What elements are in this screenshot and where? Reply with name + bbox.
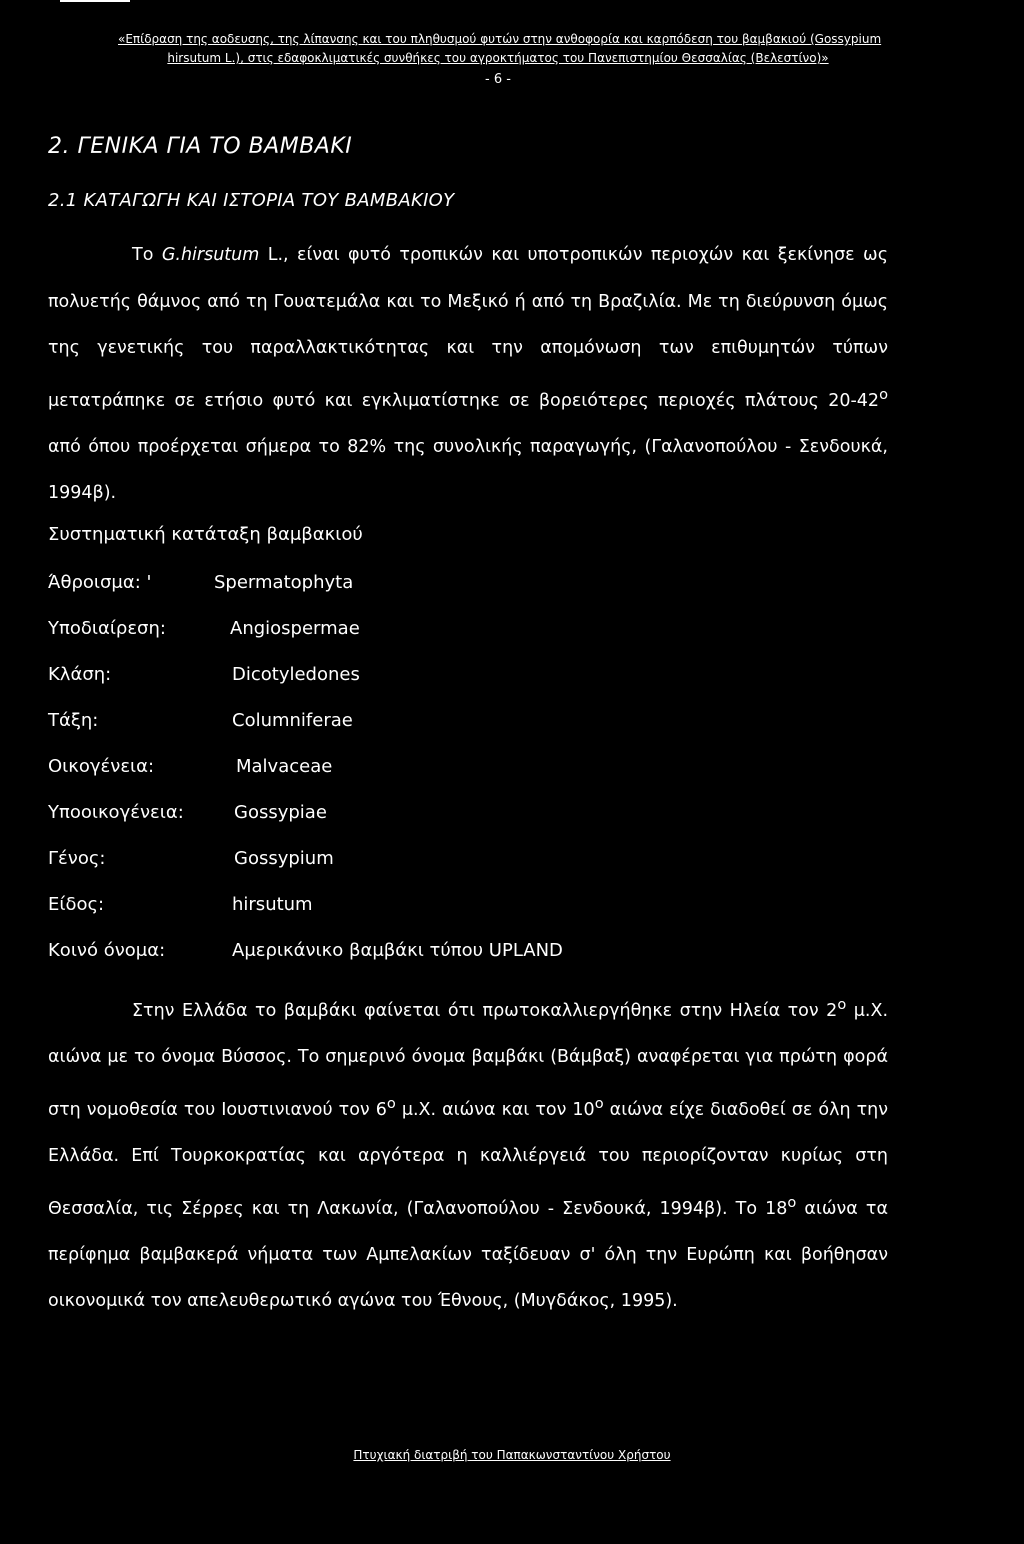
taxonomy-key: Κλάση: xyxy=(48,664,112,685)
taxonomy-value: Malvaceae xyxy=(236,756,333,777)
paragraph-text: μ.Χ. αιώνα με το όνομα Βύσσος. Το σημερινό όνομα βαμβάκι (Βάμβαξ) αναφέρεται για πρώτη φορά στη νομοθεσία του Ιουστινιανού τον 6 xyxy=(48,1000,889,1120)
taxonomy-value: Angiospermae xyxy=(230,618,360,639)
header-line-2: hirsutum L.), στις εδαφοκλιματικές συνθήκες του αγροκτήματος του Πανεπιστημίου Θεσσαλίας (Βελεστίνο)» xyxy=(167,51,829,65)
superscript: ο xyxy=(787,1193,797,1211)
taxonomy-key: Άθροισμα: ' xyxy=(48,572,152,593)
taxonomy-key: Είδος: xyxy=(48,894,105,915)
taxonomy-key: Οικογένεια: xyxy=(48,756,155,777)
taxonomy-value: Dicotyledones xyxy=(232,664,360,685)
superscript: ο xyxy=(594,1094,604,1112)
paragraph-text: L., είναι φυτό τροπικών και υποτροπικών περιοχών και ξεκίνησε ως πολυετής θάμνος από τη Γουατεμάλα και το Μεξικό ή από τη Βραζιλία. Με τη διεύρυνση όμως της γενετικής του παραλλακτικότητας και την απομόνωση των επιθυμητών τύπων μετατράπηκε σε ετήσιο φυτό και εγκλιματίστηκε σε βορειότερες περιοχές πλάτους 20-42 xyxy=(48,245,888,411)
page-number: - 6 - xyxy=(485,72,511,87)
taxonomy-key: Υποοικογένεια: xyxy=(48,802,184,823)
running-header xyxy=(118,30,882,89)
paragraph-text: Το xyxy=(132,245,162,265)
paragraph-text: από όπου προέρχεται σήμερα το 82% της συνολικής παραγωγής, (Γαλανοπούλου - Σενδουκά, 1994β). xyxy=(48,436,888,504)
paragraph-text: Στην Ελλάδα το βαμβάκι φαίνεται ότι πρωτοκαλλιεργήθηκε στην Ηλεία τον 2 xyxy=(132,1000,838,1021)
taxonomy-key: Τάξη: xyxy=(48,710,99,731)
subsection-title: 2.1 ΚΑΤΑΓΩΓΗ ΚΑΙ ΙΣΤΟΡΙΑ ΤΟΥ ΒΑΜΒΑΚΙΟΥ xyxy=(48,190,455,211)
superscript: ο xyxy=(837,996,847,1013)
header-line-1: «Επίδραση της αοδευσης, της λίπανσης και του πληθυσμού φυτών στην ανθοφορία και καρπόδεση του βαμβακιού (Gossypium xyxy=(118,32,882,46)
degree-superscript: ο xyxy=(879,385,888,403)
taxonomy-key: Κοινό όνομα: xyxy=(48,940,166,961)
footer: Πτυχιακή διατριβή του Παπακωνσταντίνου Χρήστου xyxy=(353,1448,671,1462)
superscript: ο xyxy=(386,1094,396,1112)
taxonomy-title: Συστηματική κατάταξη βαμβακιού xyxy=(48,524,363,545)
taxonomy-value: Αμερικάνικο βαμβάκι τύπου UPLAND xyxy=(232,940,563,961)
taxonomy-value: hirsutum xyxy=(232,894,313,915)
paragraph-text: μ.Χ. αιώνα και τον 10 xyxy=(395,1099,595,1120)
species-name: G.hirsutum xyxy=(161,245,260,265)
paragraph-origin xyxy=(48,232,888,517)
taxonomy-value: Spermatophyta xyxy=(214,572,354,593)
taxonomy-key: Γένος: xyxy=(48,848,106,869)
top-rule xyxy=(60,0,130,2)
taxonomy-value: Gossypiae xyxy=(234,802,327,823)
paragraph-text: αιώνα τα περίφημα βαμβακερά νήματα των Αμπελακίων ταξίδευαν σ' όλη την Ευρώπη και βοήθησαν οικονομικά τον απελευθερωτικό αγώνα του Έθνους, (Μυγδάκος, 1995). xyxy=(48,1198,888,1312)
taxonomy-key: Υποδιαίρεση: xyxy=(48,618,166,639)
paragraph-text: αιώνα είχε διαδοθεί σε όλη την Ελλάδα. Επί Τουρκοκρατίας και αργότερα η καλλιέργειά του περιορίζονταν κυρίως στη Θεσσαλία, τις Σέρρες και τη Λακωνία, (Γαλανοπούλου - Σενδουκά, 1994β). Το 18 xyxy=(48,1099,888,1219)
section-title: 2. ΓΕΝΙΚΑ ΓΙΑ ΤΟ ΒΑΜΒΑΚΙ xyxy=(48,134,353,159)
taxonomy-value: Gossypium xyxy=(234,848,334,869)
paragraph-history xyxy=(48,982,888,1325)
taxonomy-value: Columniferae xyxy=(232,710,353,731)
